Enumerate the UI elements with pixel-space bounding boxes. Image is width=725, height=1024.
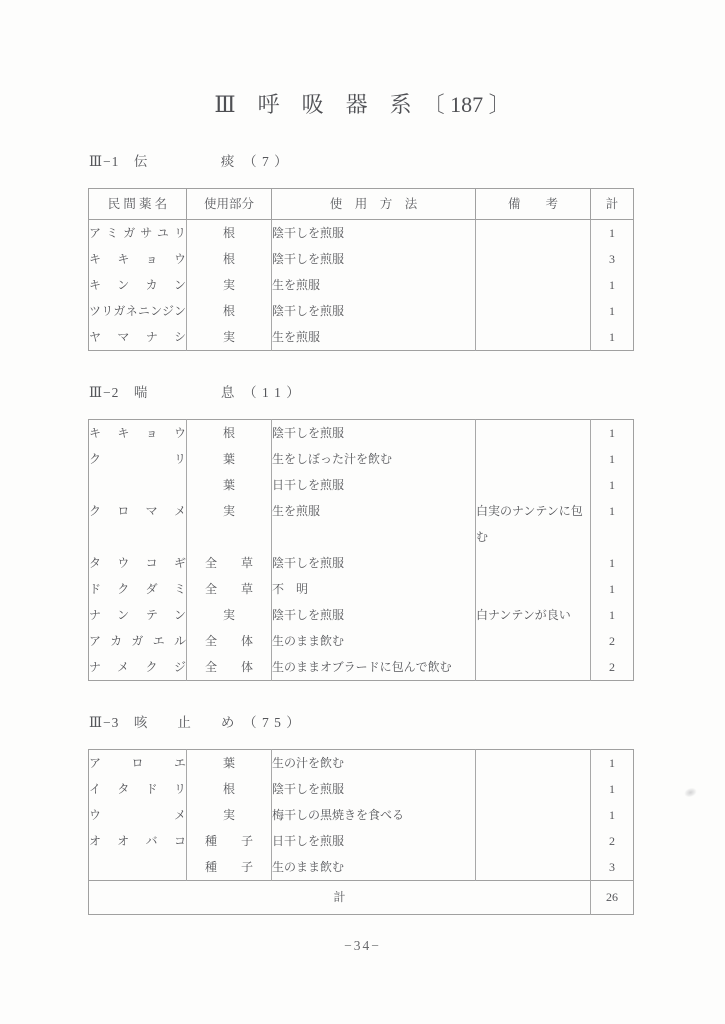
table-row [89, 446, 634, 472]
table-row [89, 802, 634, 828]
used-part: 全 草 [187, 576, 272, 602]
table-row [89, 220, 634, 247]
remarks [476, 220, 591, 247]
usage-method: 生を煎服 [272, 324, 476, 351]
col-header-usage-method: 使 用 方 法 [272, 189, 476, 220]
folk-medicine-table-3 [88, 749, 634, 915]
usage-method: 陰干しを煎服 [272, 298, 476, 324]
used-part: 実 [187, 498, 272, 550]
remarks [476, 828, 591, 854]
count: 3 [591, 246, 634, 272]
medicine-name: ナメクジ [89, 660, 186, 674]
section-2-heading: Ⅲ−2 喘 息 （ 1 1 ） [89, 385, 301, 400]
table-row [89, 498, 634, 550]
count: 1 [591, 272, 634, 298]
remarks [476, 628, 591, 654]
table-row [89, 324, 634, 351]
used-part: 種 子 [187, 828, 272, 854]
used-part: 根 [187, 220, 272, 247]
table-row [89, 628, 634, 654]
table-row [89, 550, 634, 576]
medicine-name: アロエ [89, 756, 186, 770]
remarks: 白実のナンテンに包む [476, 498, 591, 550]
count: 2 [591, 828, 634, 854]
medicine-name: タウコギ [89, 556, 186, 570]
used-part: 全 草 [187, 550, 272, 576]
table-row [89, 750, 634, 777]
medicine-name: クロマメ [89, 504, 186, 518]
medicine-name: ウメ [89, 808, 186, 822]
table-row [89, 776, 634, 802]
table-row [89, 854, 634, 881]
remarks [476, 854, 591, 881]
table-row [89, 298, 634, 324]
usage-method: 梅干しの黒焼きを食べる [272, 802, 476, 828]
medicine-name: クリ [89, 452, 186, 466]
medicine-name: ドクダミ [89, 582, 186, 596]
table-row [89, 576, 634, 602]
usage-method: 生のまま飲む [272, 854, 476, 881]
scan-artifact [683, 786, 698, 799]
remarks [476, 420, 591, 447]
count: 1 [591, 324, 634, 351]
usage-method: 生のまま飲む [272, 628, 476, 654]
remarks [476, 246, 591, 272]
used-part: 全 体 [187, 628, 272, 654]
used-part: 葉 [187, 750, 272, 777]
remarks [476, 324, 591, 351]
usage-method: 生を煎服 [272, 498, 476, 550]
grand-total-value: 26 [591, 881, 634, 915]
used-part: 実 [187, 802, 272, 828]
medicine-name: キキョウ [89, 252, 186, 266]
used-part: 実 [187, 272, 272, 298]
medicine-name: アカガエル [89, 634, 186, 648]
col-header-total: 計 [591, 189, 634, 220]
count: 1 [591, 498, 634, 550]
usage-method: 生をしぼった汁を飲む [272, 446, 476, 472]
usage-method: 日干しを煎服 [272, 828, 476, 854]
remarks [476, 298, 591, 324]
medicine-name: イタドリ [89, 782, 186, 796]
used-part: 実 [187, 602, 272, 628]
used-part: 葉 [187, 472, 272, 498]
remarks [476, 654, 591, 681]
medicine-name [89, 854, 187, 881]
count: 1 [591, 602, 634, 628]
remarks [476, 576, 591, 602]
remarks [476, 446, 591, 472]
table-row [89, 654, 634, 681]
section-1-heading: Ⅲ−1 伝 痰 （ 7 ） [89, 154, 289, 169]
usage-method: 生のままオブラードに包んで飲む [272, 654, 476, 681]
remarks [476, 750, 591, 777]
medicine-name: ヤマナシ [89, 330, 186, 344]
usage-method: 陰干しを煎服 [272, 420, 476, 447]
section-3-heading: Ⅲ−3 咳 止 め （ 7 5 ） [89, 715, 301, 730]
usage-method: 日干しを煎服 [272, 472, 476, 498]
usage-method: 不 明 [272, 576, 476, 602]
medicine-name: キキョウ [89, 426, 186, 440]
col-header-medicine-name: 民 間 薬 名 [89, 189, 187, 220]
usage-method: 生を煎服 [272, 272, 476, 298]
usage-method: 陰干しを煎服 [272, 550, 476, 576]
count: 3 [591, 854, 634, 881]
usage-method: 陰干しを煎服 [272, 220, 476, 247]
table-row [89, 472, 634, 498]
page-title: Ⅲ 呼 吸 器 系 〔 187 〕 [214, 92, 511, 117]
medicine-name: キンカン [89, 278, 186, 292]
count: 1 [591, 750, 634, 777]
count: 2 [591, 628, 634, 654]
medicine-name [89, 472, 187, 498]
remarks: 白ナンテンが良い [476, 602, 591, 628]
table-header-row [89, 189, 634, 220]
used-part: 実 [187, 324, 272, 351]
table-row [89, 420, 634, 447]
used-part: 根 [187, 246, 272, 272]
folk-medicine-table-1 [88, 188, 634, 351]
table-row [89, 246, 634, 272]
remarks [476, 272, 591, 298]
usage-method: 生の汁を飲む [272, 750, 476, 777]
remarks [476, 802, 591, 828]
used-part: 根 [187, 776, 272, 802]
remarks [476, 472, 591, 498]
page-number: −34− [344, 938, 381, 953]
medicine-name: アミガサユリ [89, 226, 186, 240]
table-row [89, 272, 634, 298]
col-header-remarks: 備 考 [476, 189, 591, 220]
table-row [89, 828, 634, 854]
grand-total-label: 計 [89, 881, 591, 915]
count: 1 [591, 472, 634, 498]
count: 1 [591, 298, 634, 324]
count: 2 [591, 654, 634, 681]
used-part: 根 [187, 298, 272, 324]
count: 1 [591, 446, 634, 472]
used-part: 種 子 [187, 854, 272, 881]
remarks [476, 550, 591, 576]
count: 1 [591, 576, 634, 602]
used-part: 葉 [187, 446, 272, 472]
remarks [476, 776, 591, 802]
usage-method: 陰干しを煎服 [272, 776, 476, 802]
count: 1 [591, 550, 634, 576]
count: 1 [591, 776, 634, 802]
count: 1 [591, 220, 634, 247]
used-part: 根 [187, 420, 272, 447]
folk-medicine-table-2 [88, 419, 634, 681]
medicine-name: ツリガネニンジン [89, 304, 186, 318]
medicine-name: ナンテン [89, 608, 186, 622]
col-header-used-part: 使用部分 [187, 189, 272, 220]
usage-method: 陰干しを煎服 [272, 246, 476, 272]
used-part: 全 体 [187, 654, 272, 681]
table-row [89, 602, 634, 628]
grand-total-row [89, 881, 634, 915]
count: 1 [591, 802, 634, 828]
count: 1 [591, 420, 634, 447]
medicine-name: オオバコ [89, 834, 186, 848]
usage-method: 陰干しを煎服 [272, 602, 476, 628]
